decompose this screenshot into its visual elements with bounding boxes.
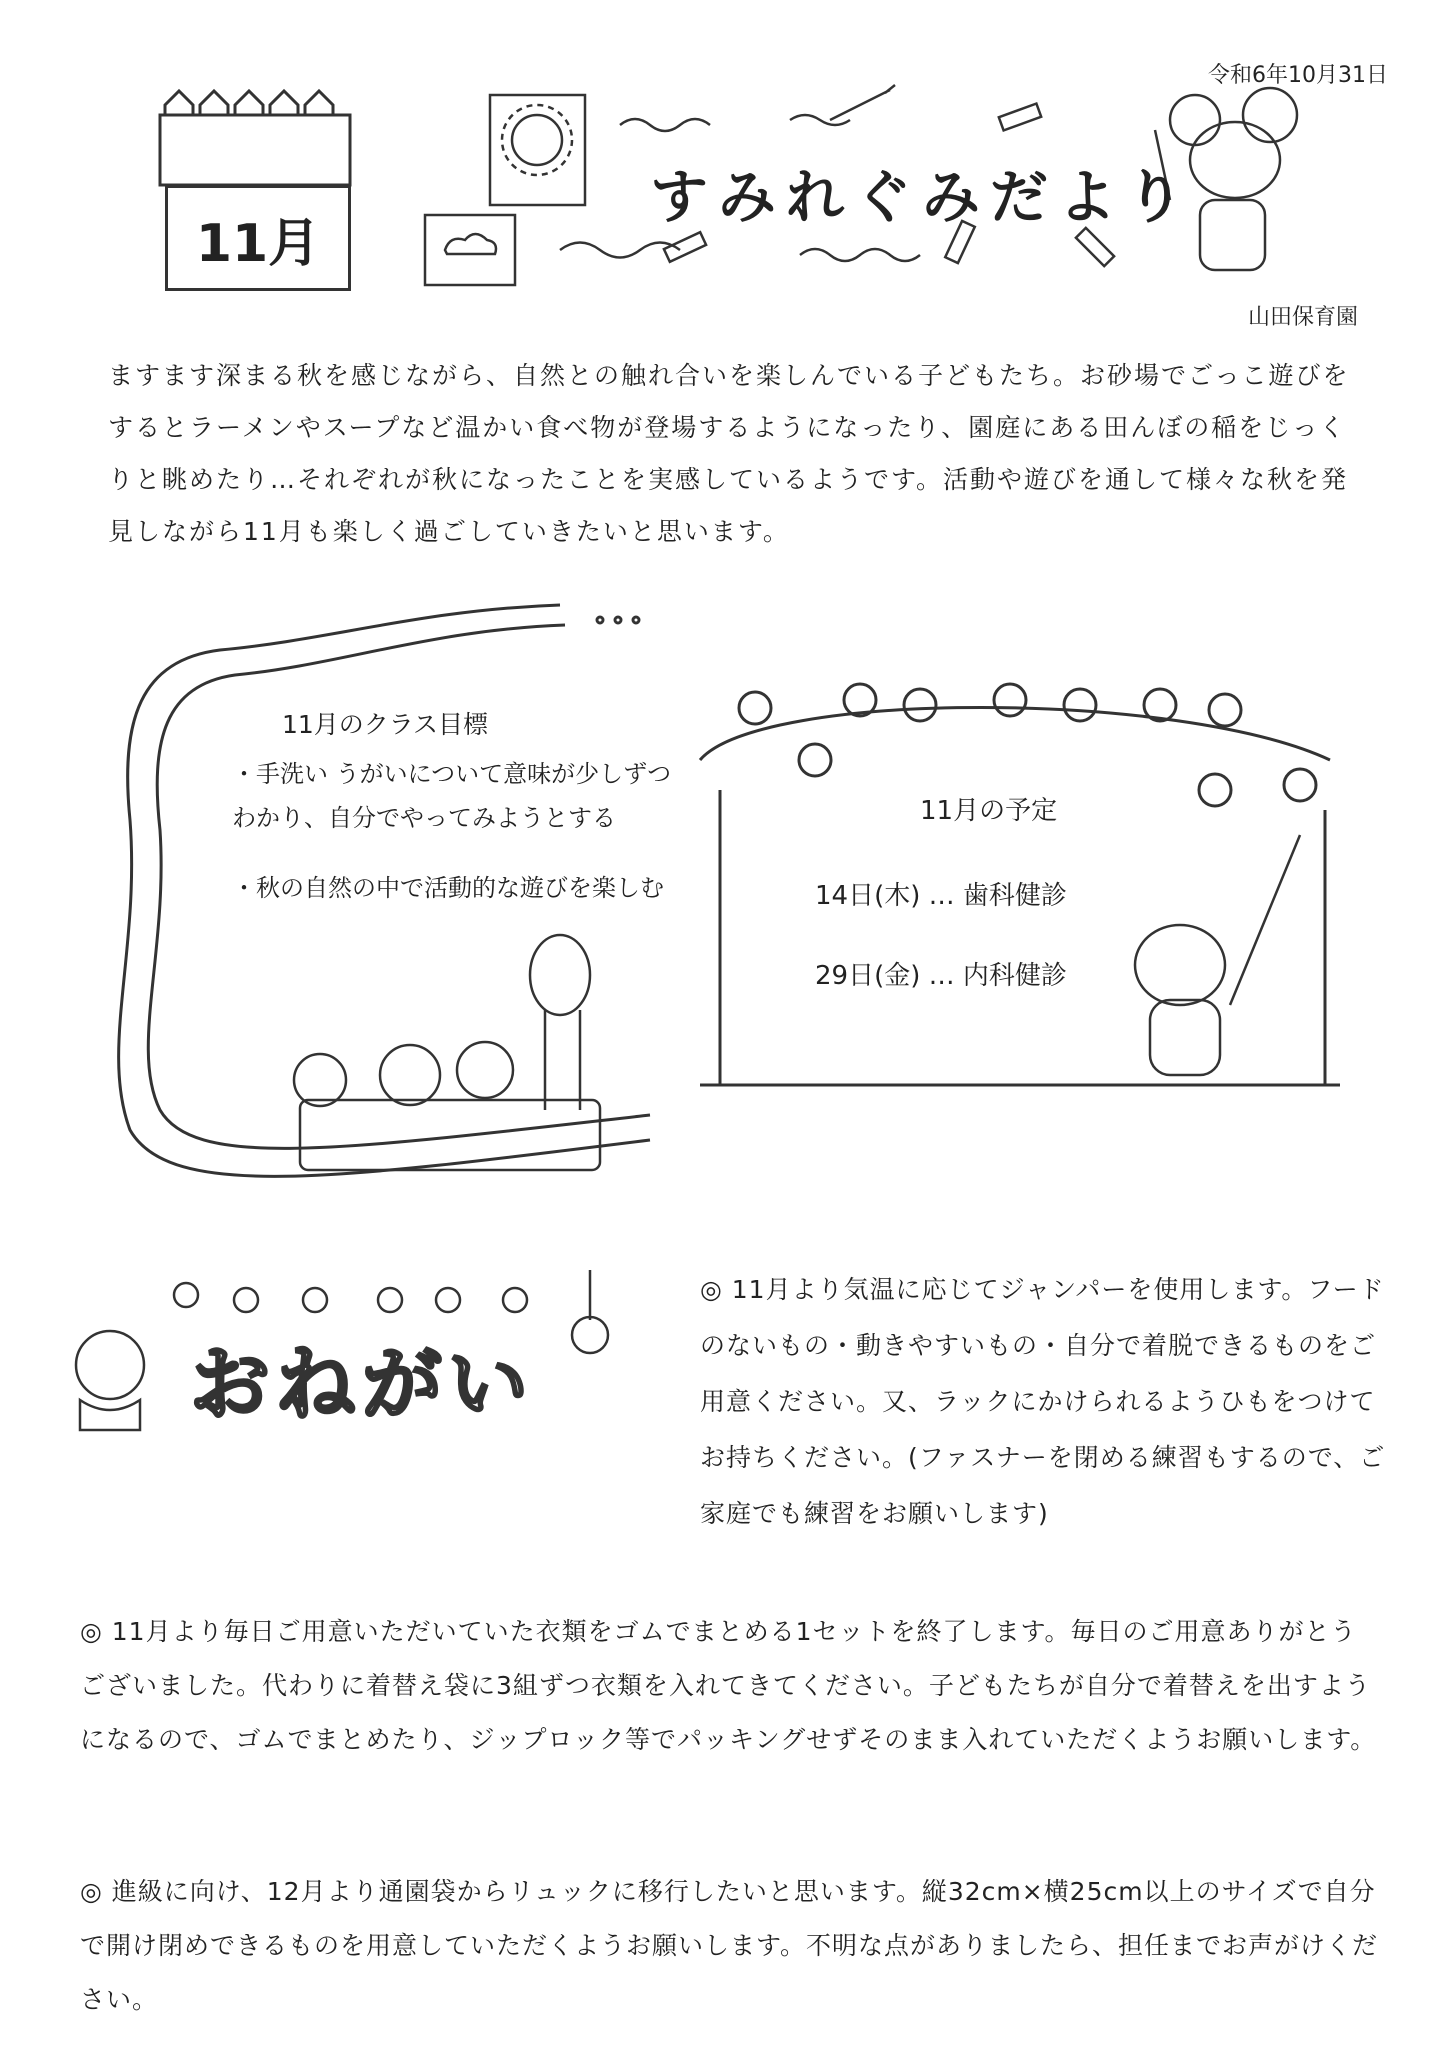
- organization-name: 山田保育園: [1247, 305, 1358, 330]
- schedule-title: 11月の予定: [920, 796, 1058, 826]
- requests-heading: おねがい: [190, 1338, 534, 1431]
- schedule-sep: …: [928, 961, 955, 991]
- schedule-event: 歯科健診: [962, 881, 1067, 911]
- issue-date: 令和6年10月31日: [1208, 63, 1388, 88]
- intro-paragraph: ますます深まる秋を感じながら、自然との触れ合いを楽しんでいる子どもたち。お砂場でごっこ遊びをするとラーメンやスープなど温かい食べ物が登場するようになったり、園庭にある田んぼの稲をじっくりと眺めたり…それぞれが秋になったことを実感しているようです。活動や遊びを通して様々な秋を発見しながら11月も楽しく過ごしていきたいと思います。: [108, 361, 1350, 546]
- schedule-item: [815, 875, 1067, 912]
- schedule-item: [815, 955, 1067, 992]
- paintbrush-icon: [830, 85, 895, 120]
- schedule-sep: …: [928, 881, 955, 911]
- request-item: ◎ 11月より気温に応じてジャンパーを使用します。フードのないもの・動きやすいもの・自分で着脱できるものをご用意ください。又、ラックにかけられるようひもをつけてお持ちください。(ファスナーを閉める練習もするので、ご家庭でも練習をお願いします): [700, 1275, 1386, 1528]
- request-item: ◎ 進級に向け、12月より通園袋からリュックに移行したいと思います。縦32cm×横25cm以上のサイズで自分で開け閉めできるものを用意していただくようお願いします。不明な点がありましたら、担任までお声がけください。: [80, 1877, 1379, 2014]
- request-item: ◎ 11月より毎日ご用意いただいていた衣類をゴムでまとめる1セットを終了します。毎日のご用意ありがとうございました。代わりに着替え袋に3組ずつ衣類を入れてきてください。子どもたちが自分で着替えを出すようになるので、ゴムでまとめたり、ジップロック等でパッキングせずそのまま入れていただくようお願いします。: [80, 1617, 1377, 1754]
- crayon-box-icon: [160, 91, 350, 185]
- class-goals-list: [232, 752, 692, 936]
- bear-pointer-icon: [1135, 835, 1300, 1075]
- class-goals-title: 11月のクラス目標: [282, 710, 489, 739]
- giraffe-icon: [530, 935, 590, 1110]
- lion-picture-icon: [490, 95, 585, 205]
- month-badge: 11月: [165, 185, 351, 291]
- class-goal-item: ・秋の自然の中で活動的な遊びを楽しむ: [232, 874, 664, 902]
- class-goal-item: ・手洗い うがいについて意味が少しずつわかり、自分でやってみようとする: [232, 760, 672, 832]
- cloud-picture-icon: [425, 215, 515, 285]
- newsletter-title: すみれぐみだより: [650, 163, 1195, 231]
- schedule-event: 内科健診: [962, 961, 1067, 991]
- schedule-date: 14日(木): [815, 881, 921, 911]
- schedule-date: 29日(金): [815, 961, 921, 991]
- child-face-icon: [76, 1331, 144, 1430]
